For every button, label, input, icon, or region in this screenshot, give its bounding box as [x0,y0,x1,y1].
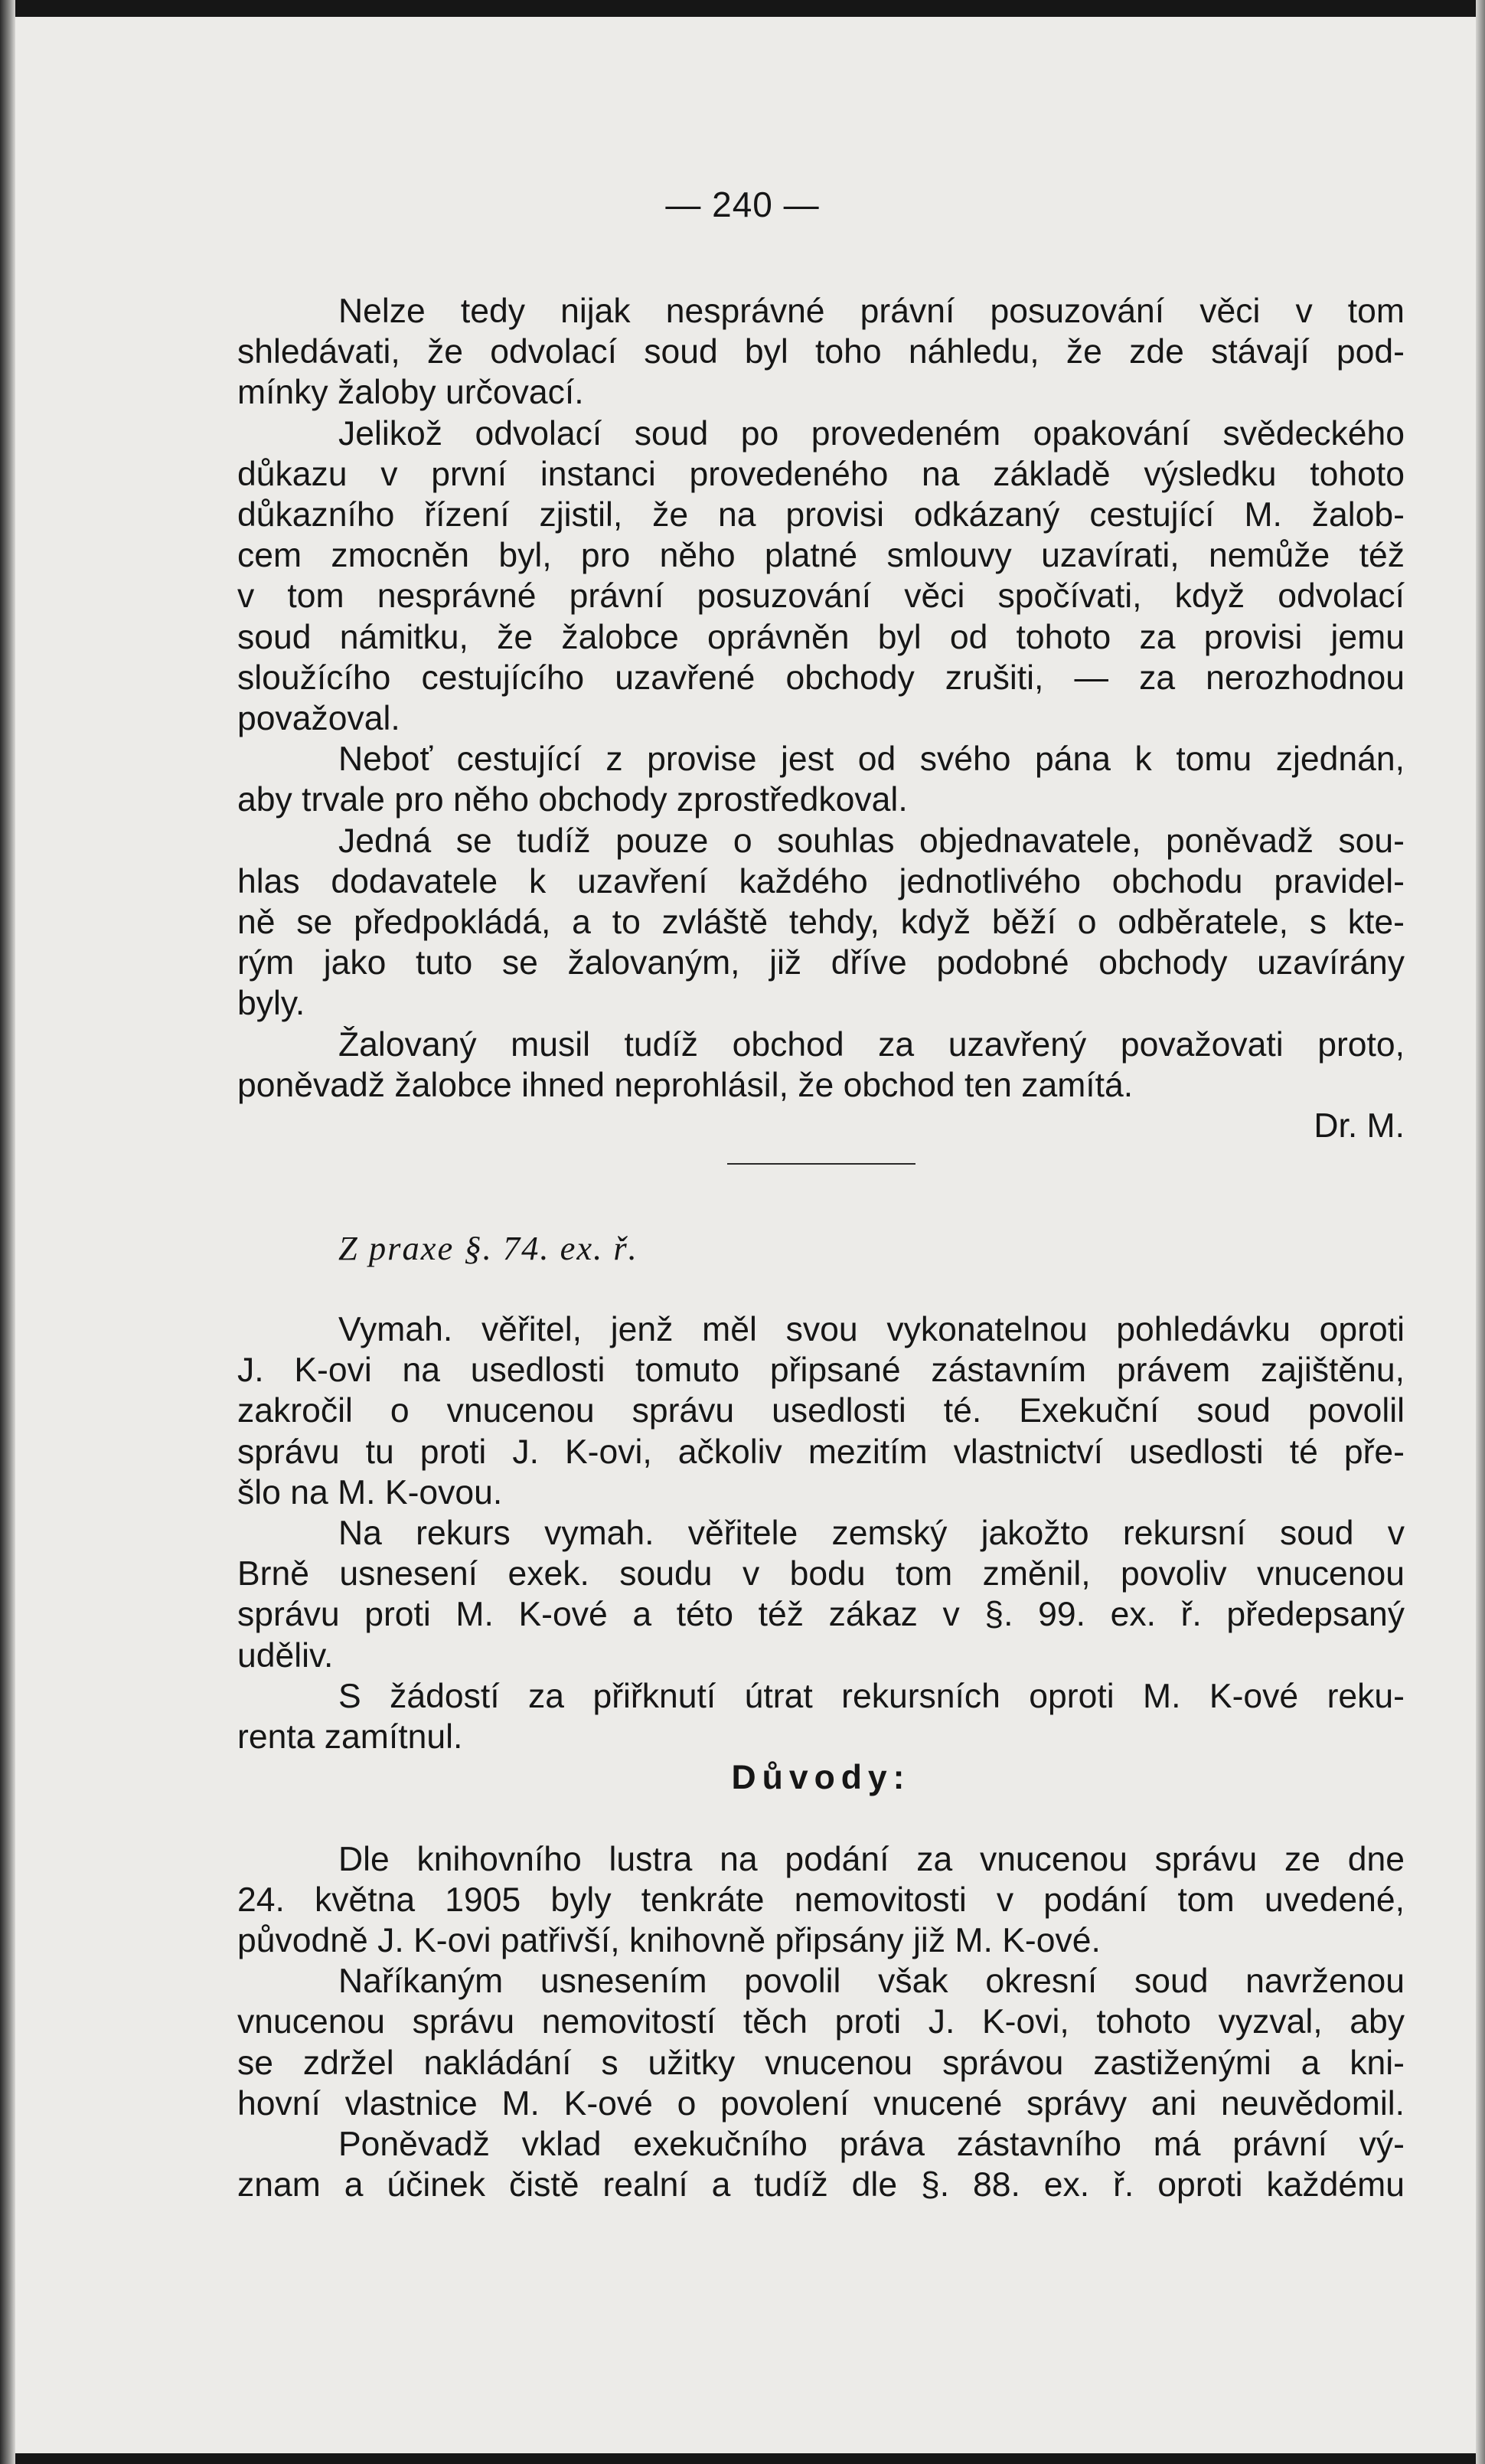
spacer [237,1187,1405,1227]
scan-edge-left [0,0,15,2464]
text-line: původně J. K-ovi patřivší, knihovně připsány již M. K-ové. [237,1922,1101,1960]
text-line: renta zamítnul. [237,1718,463,1756]
text-line: vnucenou správu nemovitostí těch proti J. K-ovi, tohoto vyzval, aby [237,2003,1405,2041]
text-line: důkazního řízení zjistil, že na provisi odkázaný cestující M. žalob- [237,496,1405,534]
scan-edge-bottom [0,2453,1485,2464]
paragraph-block-1 [237,291,1405,1106]
text-line: J. K-ovi na usedlosti tomuto připsané zástavním právem zajištěnu, [237,1351,1405,1390]
text-line: Jelikož odvolací soud po provedeném opakování svědeckého [338,414,1405,453]
text-line: Jedná se tudíž pouze o souhlas objednavatele, poněvadž sou- [338,822,1405,860]
text-line: Brně usnesení exek. soudu v bodu tom změnil, povoliv vnucenou [237,1555,1405,1593]
signature: Dr. M. [1314,1107,1405,1145]
divider-line [727,1163,915,1165]
text-line: byly. [237,985,305,1023]
text-line: Vymah. věřitel, jenž měl svou vykonatelnou pohledávku oproti [338,1311,1405,1349]
text-line: Nelze tedy nijak nesprávné právní posuzování věci v tom [338,292,1405,330]
text-line: důkazu v první instanci provedeného na základě výsledku tohoto [237,455,1405,493]
reasons-heading: Důvody: [731,1759,911,1797]
text-line: sloužícího cestujícího uzavřené obchody zrušiti, — za nerozhodnou [237,658,1405,697]
text-line: Poněvadž vklad exekučního práva zástavního má právní vý- [338,2126,1405,2164]
text-line: soud námitku, že žalobce oprávněn byl od tohoto za provisi jemu [237,618,1405,656]
text-line: Neboť cestující z provise jest od svého pána k tomu zjednán, [338,740,1405,779]
paragraph-block-3 [237,1839,1405,2206]
text-line: aby trvale pro něho obchody zprostředkoval. [237,781,908,819]
scan-edge-top [0,0,1485,17]
text-line: hlas dodavatele k uzavření každého jednotlivého obchodu pravidel- [237,862,1405,900]
text-line: ně se předpokládá, a to zvláště tehdy, když běží o odběratele, s kte- [237,904,1405,942]
text-line: rým jako tuto se žalovaným, již dříve podobné obchody uzavírány [237,944,1405,982]
text-line: poněvadž žalobce ihned neprohlásil, že obchod ten zamítá. [237,1066,1134,1104]
section-heading: Z praxe §. 74. ex. ř. [338,1228,638,1267]
text-line: Naříkaným usnesením povolil však okresní soud navrženou [338,1962,1405,2001]
text-line: v tom nesprávné právní posuzování věci spočívati, když odvolací [237,577,1405,616]
spacer [237,1269,1405,1309]
body-text [237,291,1405,2205]
text-line: hovní vlastnice M. K-ové o povolení vnucené správy ani neuvědomil. [237,2084,1405,2123]
spacer [237,1798,1405,1838]
text-line: se zdržel nakládání s užitky vnucenou správou zastiženými a kni- [237,2044,1405,2082]
section-divider [237,1146,1405,1187]
text-line: Na rekurs vymah. věřitele zemský jakožto rekursní soud v [338,1515,1405,1553]
page-number: — 240 — [665,185,820,224]
text-line: znam a účinek čistě realní a tudíž dle §. 88. ex. ř. oproti každému [237,2166,1405,2204]
scan-edge-right [1476,0,1485,2464]
text-line: S žádostí za přiřknutí útrat rekursních oproti M. K-ové reku- [338,1677,1405,1715]
text-line: považoval. [237,700,400,738]
text-line: správu tu proti J. K-ovi, ačkoliv mezitím vlastnictví usedlosti té pře- [237,1433,1405,1471]
text-line: cem zmocněn byl, pro něho platné smlouvy uzavírati, nemůže též [237,537,1405,575]
text-line: Žalovaný musil tudíž obchod za uzavřený považovati proto, [338,1025,1405,1064]
text-line: mínky žaloby určovací. [237,374,584,412]
paragraph-block-2 [237,1309,1405,1757]
text-line: shledávati, že odvolací soud byl toho náhledu, že zde stávají pod- [237,333,1405,371]
text-line: uděliv. [237,1636,334,1675]
text-line: zakročil o vnucenou správu usedlosti té. Exekuční soud povolil [237,1392,1405,1430]
text-line: 24. května 1905 byly tenkráte nemovitosti v podání tom uvedené, [237,1881,1405,1919]
text-line: Dle knihovního lustra na podání za vnucenou správu ze dne [338,1840,1405,1878]
text-line: správu proti M. K-ové a této též zákaz v §. 99. ex. ř. předepsaný [237,1596,1405,1634]
text-line: šlo na M. K-ovou. [237,1473,503,1511]
